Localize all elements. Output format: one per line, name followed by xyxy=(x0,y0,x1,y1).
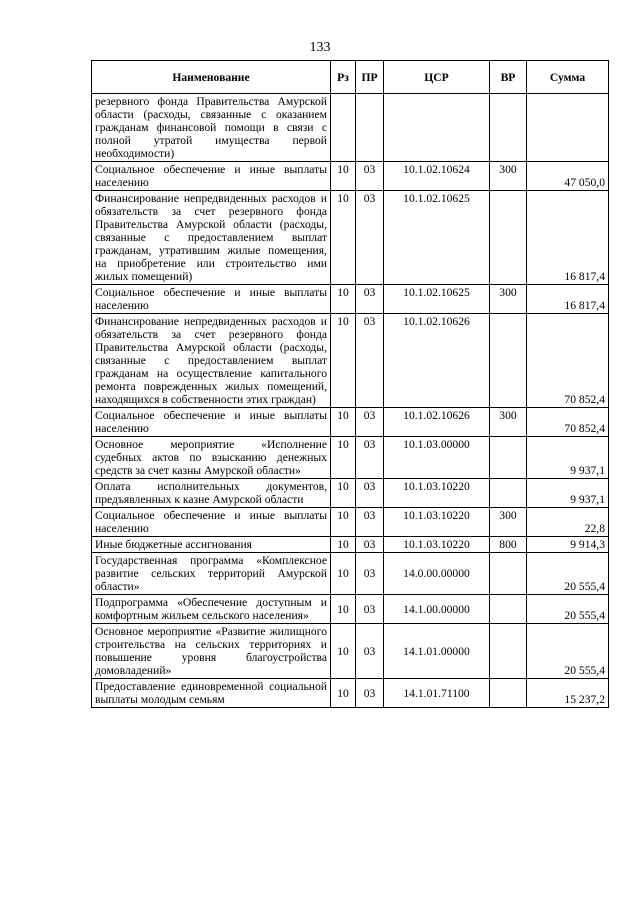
row-vr-cell: 300 xyxy=(490,162,527,191)
row-name-cell: Государственная программа «Комплексное развитие сельских территорий Амурской области» xyxy=(92,553,331,595)
row-name-cell: Финансирование непредвиденных расходов и обязательств за счет резервного фонда Правительства Амурской области (расходы, связанные с предоставлением выплат гражданам, утратившим жилые помещения, на приобретение или строительство ими жилых помещений) xyxy=(92,191,331,285)
row-vr-cell xyxy=(490,314,527,408)
table-row xyxy=(92,537,609,553)
row-pr-cell: 03 xyxy=(356,191,384,285)
row-csr-cell: 10.1.02.10626 xyxy=(384,314,490,408)
row-sum-cell: 9 937,1 xyxy=(527,479,609,508)
row-name-cell: Иные бюджетные ассигнования xyxy=(92,537,331,553)
row-name-cell: Оплата исполнительных документов, предъявленных к казне Амурской области xyxy=(92,479,331,508)
row-csr-cell: 10.1.02.10625 xyxy=(384,191,490,285)
row-csr-cell: 14.1.00.00000 xyxy=(384,595,490,624)
table-row xyxy=(92,508,609,537)
row-pr-cell xyxy=(356,94,384,162)
row-name-cell: Социальное обеспечение и иные выплаты населению xyxy=(92,285,331,314)
header-vr: ВР xyxy=(490,61,527,94)
row-vr-cell xyxy=(490,479,527,508)
row-sum-cell xyxy=(527,94,609,162)
row-csr-cell: 14.1.01.71100 xyxy=(384,679,490,708)
row-sum-cell: 16 817,4 xyxy=(527,191,609,285)
row-pr-cell: 03 xyxy=(356,508,384,537)
table-row xyxy=(92,553,609,595)
row-csr-cell: 10.1.03.10220 xyxy=(384,537,490,553)
row-csr-cell: 10.1.02.10625 xyxy=(384,285,490,314)
row-csr-cell: 10.1.03.10220 xyxy=(384,508,490,537)
row-sum-cell: 70 852,4 xyxy=(527,314,609,408)
row-name-cell: Основное мероприятие «Исполнение судебных актов по взысканию денежных средств за счет казны Амурской области» xyxy=(92,437,331,479)
row-vr-cell xyxy=(490,94,527,162)
row-name-cell: Социальное обеспечение и иные выплаты населению xyxy=(92,508,331,537)
table-row xyxy=(92,408,609,437)
row-rz-cell: 10 xyxy=(331,595,356,624)
row-sum-cell: 70 852,4 xyxy=(527,408,609,437)
row-name-cell: Основное мероприятие «Развитие жилищного строительства на сельских территориях и повышение уровня благоустройства домовладений» xyxy=(92,624,331,679)
row-vr-cell xyxy=(490,679,527,708)
table-row xyxy=(92,624,609,679)
header-name: Наименование xyxy=(92,61,331,94)
row-rz-cell: 10 xyxy=(331,679,356,708)
row-sum-cell: 9 914,3 xyxy=(527,537,609,553)
row-sum-cell: 20 555,4 xyxy=(527,624,609,679)
row-pr-cell: 03 xyxy=(356,285,384,314)
row-rz-cell: 10 xyxy=(331,437,356,479)
row-pr-cell: 03 xyxy=(356,479,384,508)
row-pr-cell: 03 xyxy=(356,537,384,553)
header-row xyxy=(92,61,609,94)
row-pr-cell: 03 xyxy=(356,314,384,408)
row-vr-cell xyxy=(490,624,527,679)
table-row xyxy=(92,162,609,191)
row-csr-cell xyxy=(384,94,490,162)
row-rz-cell: 10 xyxy=(331,162,356,191)
table-row xyxy=(92,191,609,285)
row-pr-cell: 03 xyxy=(356,595,384,624)
table-row xyxy=(92,479,609,508)
row-pr-cell: 03 xyxy=(356,679,384,708)
header-rz: Рз xyxy=(331,61,356,94)
row-rz-cell: 10 xyxy=(331,508,356,537)
row-rz-cell: 10 xyxy=(331,191,356,285)
table-row xyxy=(92,595,609,624)
row-name-cell: Социальное обеспечение и иные выплаты населению xyxy=(92,408,331,437)
row-name-cell: Финансирование непредвиденных расходов и обязательств за счет резервного фонда Правительства Амурской области (расходы, связанные с предоставлением выплат гражданам на осуществление капитального ремонта поврежденных жилых помещений, находящихся в собственности этих граждан) xyxy=(92,314,331,408)
row-rz-cell: 10 xyxy=(331,553,356,595)
row-vr-cell xyxy=(490,191,527,285)
row-rz-cell xyxy=(331,94,356,162)
row-vr-cell xyxy=(490,553,527,595)
row-vr-cell: 300 xyxy=(490,285,527,314)
table-row xyxy=(92,94,609,162)
row-sum-cell: 20 555,4 xyxy=(527,595,609,624)
table-row xyxy=(92,314,609,408)
budget-table xyxy=(91,60,609,708)
row-vr-cell: 300 xyxy=(490,508,527,537)
table-row xyxy=(92,679,609,708)
row-name-cell: резервного фонда Правительства Амурской области (расходы, связанные с оказанием гражданам финансовой помощи в связи с полной утратой имущества первой необходимости) xyxy=(92,94,331,162)
row-rz-cell: 10 xyxy=(331,537,356,553)
row-csr-cell: 14.0.00.00000 xyxy=(384,553,490,595)
row-rz-cell: 10 xyxy=(331,314,356,408)
row-vr-cell: 800 xyxy=(490,537,527,553)
row-sum-cell: 47 050,0 xyxy=(527,162,609,191)
row-rz-cell: 10 xyxy=(331,285,356,314)
row-rz-cell: 10 xyxy=(331,479,356,508)
header-pr: ПР xyxy=(356,61,384,94)
row-sum-cell: 16 817,4 xyxy=(527,285,609,314)
row-sum-cell: 20 555,4 xyxy=(527,553,609,595)
page-number: 133 xyxy=(309,40,331,55)
header-csr: ЦСР xyxy=(384,61,490,94)
row-name-cell: Предоставление единовременной социальной выплаты молодым семьям xyxy=(92,679,331,708)
row-csr-cell: 10.1.02.10626 xyxy=(384,408,490,437)
row-name-cell: Социальное обеспечение и иные выплаты населению xyxy=(92,162,331,191)
table-row xyxy=(92,285,609,314)
row-vr-cell xyxy=(490,437,527,479)
row-name-cell: Подпрограмма «Обеспечение доступным и комфортным жильем сельского населения» xyxy=(92,595,331,624)
row-sum-cell: 15 237,2 xyxy=(527,679,609,708)
row-pr-cell: 03 xyxy=(356,437,384,479)
row-pr-cell: 03 xyxy=(356,162,384,191)
table-row xyxy=(92,437,609,479)
row-rz-cell: 10 xyxy=(331,408,356,437)
table-body xyxy=(92,94,609,708)
row-pr-cell: 03 xyxy=(356,624,384,679)
row-csr-cell: 10.1.03.00000 xyxy=(384,437,490,479)
row-csr-cell: 10.1.02.10624 xyxy=(384,162,490,191)
row-pr-cell: 03 xyxy=(356,408,384,437)
row-csr-cell: 10.1.03.10220 xyxy=(384,479,490,508)
row-csr-cell: 14.1.01.00000 xyxy=(384,624,490,679)
row-sum-cell: 9 937,1 xyxy=(527,437,609,479)
row-sum-cell: 22,8 xyxy=(527,508,609,537)
row-pr-cell: 03 xyxy=(356,553,384,595)
row-rz-cell: 10 xyxy=(331,624,356,679)
row-vr-cell xyxy=(490,595,527,624)
header-sum: Сумма xyxy=(527,61,609,94)
row-vr-cell: 300 xyxy=(490,408,527,437)
